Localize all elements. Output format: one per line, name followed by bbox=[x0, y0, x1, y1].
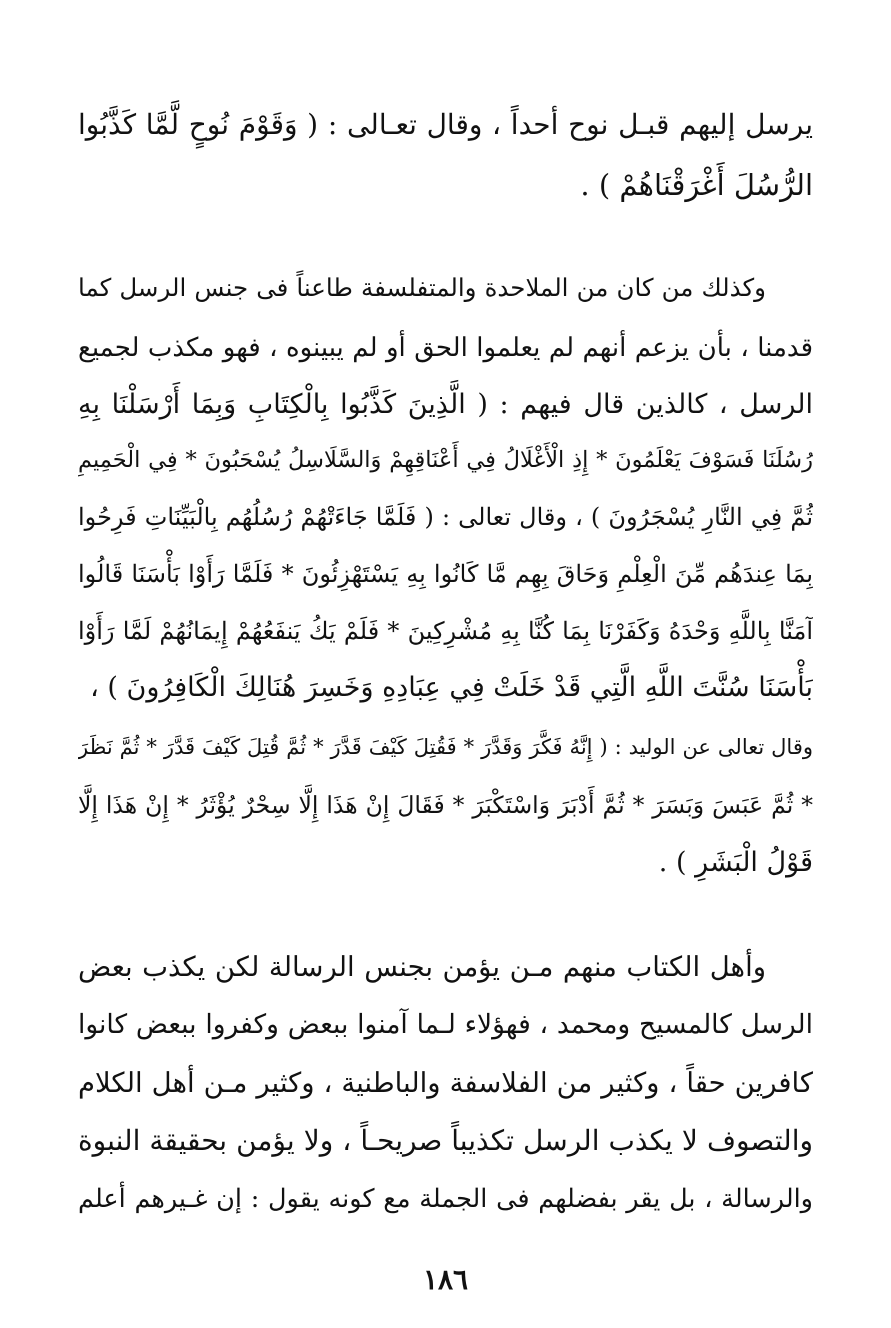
text-line: وأهل الكتاب منهم مـن يؤمن بجنس الرسالة لكن يكذب بعض bbox=[78, 951, 766, 983]
quran-line: قَوْلُ الْبَشَرِ ) . bbox=[658, 847, 813, 878]
page-number: ١٨٦ bbox=[422, 1263, 469, 1296]
text-line: قدمنا ، بأن يزعم أنهم لم يعلموا الحق أو لم يبينوه ، فهو مكذب لجميع bbox=[78, 333, 813, 363]
text-line: وكذلك من كان من الملاحدة والمتفلسفة طاعناً فى جنس الرسل كما bbox=[78, 273, 766, 302]
text-line: والتصوف لا يكذب الرسل تكذيباً صريحـاً ، ولا يؤمن بحقيقة النبوة bbox=[78, 1124, 813, 1157]
quran-line: آمَنَّا بِاللَّهِ وَحْدَهُ وَكَفَرْنَا بِمَا كُنَّا بِهِ مُشْرِكِينَ * فَلَمْ يَكُ يَنفَعُهُمْ إِيمَانُهُمْ لَمَّا رَأَوْا bbox=[78, 617, 813, 645]
text-line: الرُّسُلَ أَغْرَقْنَاهُمْ ) . bbox=[580, 168, 813, 202]
quran-line: بِمَا عِندَهُم مِّنَ الْعِلْمِ وَحَاقَ بِهِم مَّا كَانُوا بِهِ يَسْتَهْزِئُونَ * فَلَمَّا رَأَوْا بَأْسَنَا قَالُوا bbox=[78, 560, 813, 588]
text-line: الرسل ، كالذين قال فيهم : ( الَّذِينَ كَذَّبُوا بِالْكِتَابِ وَبِمَا أَرْسَلْنَا بِهِ bbox=[78, 389, 813, 420]
text-line: الرسل كالمسيح ومحمد ، فهؤلاء لـما آمنوا ببعض وكفروا ببعض كانوا bbox=[78, 1009, 813, 1040]
text-line: والرسالة ، بل يقر بفضلهم فى الجملة مع كونه يقول : إن غـيرهم أعلم bbox=[78, 1184, 813, 1214]
text-line: يرسل إليهم قبـل نوح أحداً ، وقال تعـالى : ( وَقَوْمَ نُوحٍ لَّمَّا كَذَّبُوا bbox=[78, 108, 813, 141]
text-line: كافرين حقاً ، وكثير من الفلاسفة والباطنية ، وكثير مـن أهل الكلام bbox=[78, 1067, 813, 1099]
text-line: وقال تعالى عن الوليد : ( إِنَّهُ فَكَّرَ وَقَدَّرَ * فَقُتِلَ كَيْفَ قَدَّرَ * ثُمَّ قُتِلَ كَيْفَ قَدَّرَ * ثُمَّ نَظَرَ bbox=[78, 735, 813, 759]
quran-line: بَأْسَنَا سُنَّتَ اللَّهِ الَّتِي قَدْ خَلَتْ فِي عِبَادِهِ وَخَسِرَ هُنَالِكَ الْكَافِرُونَ ) ، bbox=[90, 672, 813, 703]
quran-line: ثُمَّ فِي النَّارِ يُسْجَرُونَ ) ، وقال تعالى : ( فَلَمَّا جَاءَتْهُمْ رُسُلُهُم بِالْبَيِّنَاتِ فَرِحُوا bbox=[78, 503, 813, 531]
quran-line: * ثُمَّ عَبَسَ وَبَسَرَ * ثُمَّ أَدْبَرَ وَاسْتَكْبَرَ * فَقَالَ إِنْ هَذَا إِلَّا سِحْرٌ يُؤْثَرُ * إِنْ هَذَا إِلَّا bbox=[78, 791, 813, 819]
quran-line: رُسُلَنَا فَسَوْفَ يَعْلَمُونَ * إِذِ الْأَغْلَالُ فِي أَعْنَاقِهِمْ وَالسَّلَاسِلُ يُسْحَبُونَ * فِي الْحَمِيمِ bbox=[78, 447, 813, 473]
